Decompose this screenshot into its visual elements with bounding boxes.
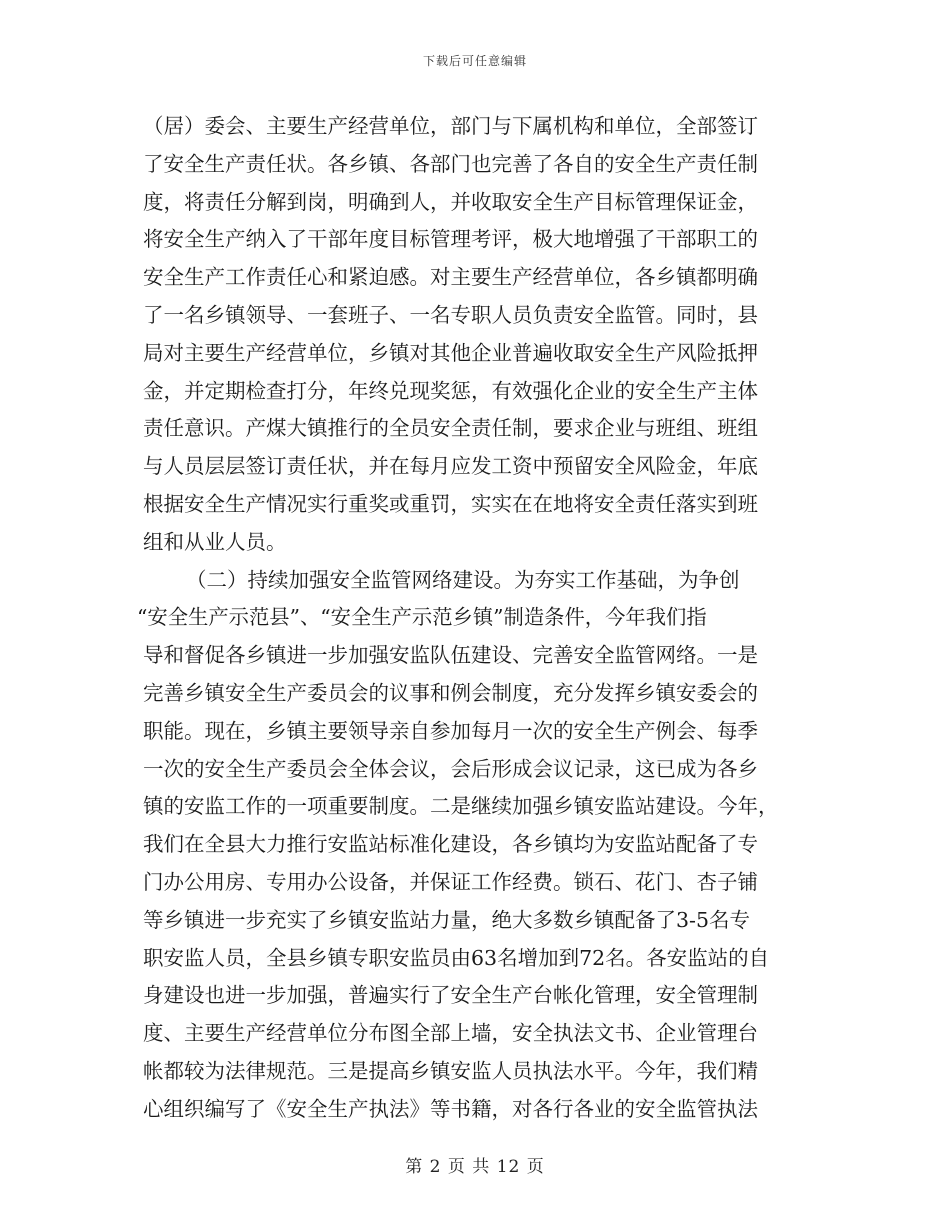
text-line: 局对主要生产经营单位，乡镇对其他企业普遍收取安全生产风险抵押: [143, 340, 758, 365]
text-line: 金，并定期检查打分，年终兑现奖惩，有效强化企业的安全生产主体: [143, 378, 758, 403]
text-line: 帐都较为法律规范。三是提高乡镇安监人员执法水平。今年，我们精: [143, 1058, 758, 1083]
text-line: 身建设也进一步加强，普遍实行了安全生产台帐化管理，安全管理制: [143, 983, 758, 1008]
text-line: （居）委会、主要生产经营单位，部门与下属机构和单位，全部签订: [143, 114, 758, 138]
text-line: 度、主要生产经营单位分布图全部上墙，安全执法文书、企业管理台: [143, 1021, 758, 1046]
document-body: [137, 108, 807, 1129]
page-header: 下载后可任意编辑: [422, 54, 527, 68]
text-line: 组和从业人员。: [143, 529, 287, 554]
text-line: 等乡镇进一步充实了乡镇安监站力量，绝大多数乡镇配备了3-5名专: [143, 907, 751, 932]
text-line: 职能。现在，乡镇主要领导亲自参加每月一次的安全生产例会、每季: [143, 718, 758, 743]
text-line: 我们在全县大力推行安监站标准化建设，各乡镇均为安监站配备了专: [143, 832, 758, 857]
text-line: 一次的安全生产委员会全体会议，会后形成会议记录，这已成为各乡: [143, 756, 758, 781]
page-number-footer: 第 2 页 共 12 页: [405, 1157, 545, 1177]
text-line: 完善乡镇安全生产委员会的议事和例会制度，充分发挥乡镇安委会的: [143, 680, 758, 705]
text-line: “安全生产示范县”、“安全生产示范乡镇”制造条件，今年我们指: [137, 605, 707, 630]
text-line: 了一名乡镇领导、一套班子、一名专职人员负责安全监管。同时，县: [143, 302, 758, 327]
text-line: 责任意识。产煤大镇推行的全员安全责任制，要求企业与班组、班组: [143, 416, 758, 441]
section-heading-line: （二）持续加强安全监管网络建设。为夯实工作基础，为争创: [186, 567, 740, 592]
text-line: 安全生产工作责任心和紧迫感。对主要生产经营单位，各乡镇都明确: [143, 265, 758, 290]
text-line: 镇的安监工作的一项重要制度。二是继续加强乡镇安监站建设。今年，: [143, 794, 779, 819]
text-line: 了安全生产责任状。各乡镇、各部门也完善了各自的安全生产责任制: [143, 151, 758, 176]
text-line: 心组织编写了《安全生产执法》等书籍，对各行各业的安全监管执法: [143, 1096, 758, 1121]
text-line: 职安监人员，全县乡镇专职安监员由63名增加到72名。各安监站的自: [143, 945, 770, 970]
text-line: 将安全生产纳入了干部年度目标管理考评，极大地增强了干部职工的: [143, 227, 758, 252]
text-line: 根据安全生产情况实行重奖或重罚，实实在在地将安全责任落实到班: [143, 491, 758, 516]
text-line: 度，将责任分解到岗，明确到人，并收取安全生产目标管理保证金，: [143, 189, 758, 214]
text-line: 导和督促各乡镇进一步加强安监队伍建设、完善安全监管网络。一是: [143, 643, 758, 668]
text-line: 与人员层层签订责任状，并在每月应发工资中预留安全风险金，年底: [143, 454, 758, 479]
text-line: 门办公用房、专用办公设备，并保证工作经费。锁石、花门、杏子铺: [143, 869, 758, 894]
